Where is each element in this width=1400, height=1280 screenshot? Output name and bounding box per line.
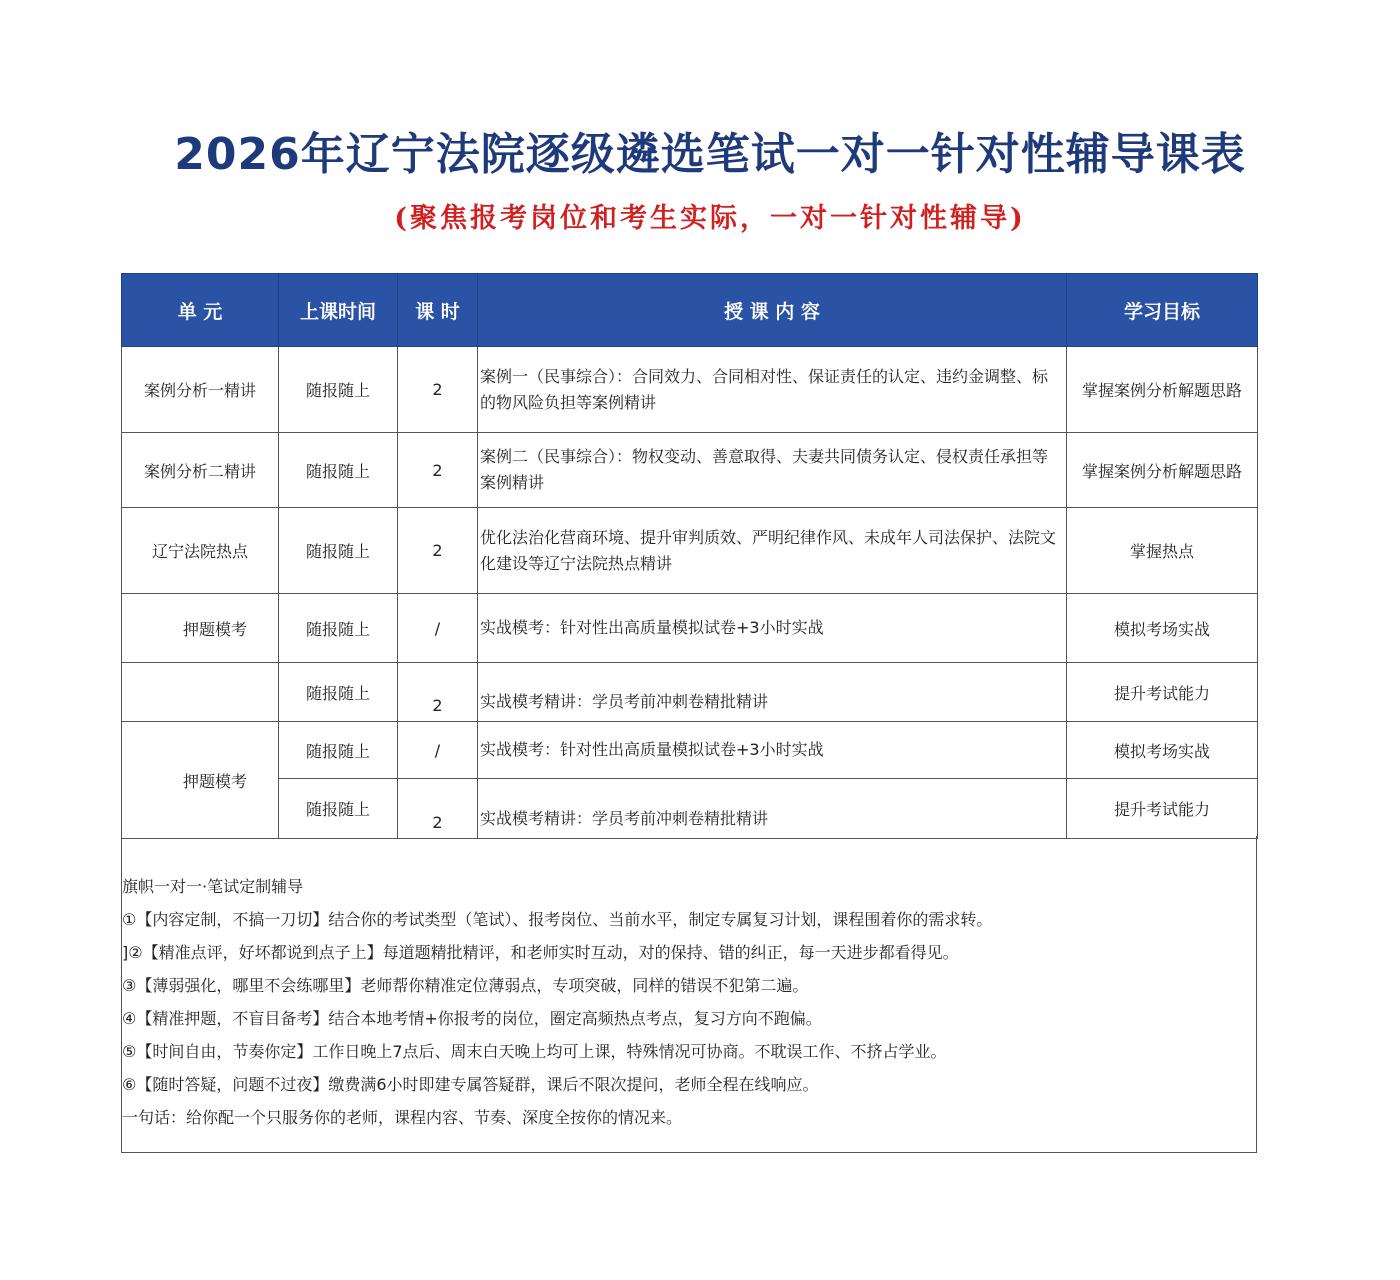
header-time: 上课时间 — [279, 274, 398, 347]
unit-cell: 押题模考 — [122, 722, 279, 839]
hours-cell: 2 — [398, 508, 478, 594]
time-cell: 随报随上 — [279, 347, 398, 433]
goal-cell: 掌握热点 — [1067, 508, 1258, 594]
table-header-row — [122, 274, 1258, 347]
table-row — [122, 347, 1258, 433]
table-row — [122, 508, 1258, 594]
content-cell: 实战模考精讲：学员考前冲刺卷精批精讲 — [478, 663, 1067, 722]
notes-item: ③【薄弱强化，哪里不会练哪里】老师帮你精准定位薄弱点，专项突破，同样的错误不犯第二遍。 — [122, 976, 809, 995]
content-cell: 实战模考精讲：学员考前冲刺卷精批精讲 — [478, 779, 1067, 839]
goal-cell: 模拟考场实战 — [1067, 594, 1258, 663]
hours-cell: 2 — [398, 779, 478, 839]
goal-cell: 模拟考场实战 — [1067, 722, 1258, 779]
content-cell: 案例二（民事综合）：物权变动、善意取得、夫妻共同债务认定、侵权责任承担等案例精讲 — [478, 433, 1067, 508]
header-hours: 课 时 — [398, 274, 478, 347]
notes-heading: 旗帜一对一·笔试定制辅导 — [122, 877, 304, 896]
notes-item: ]②【精准点评，好坏都说到点子上】每道题精批精评，和老师实时互动，对的保持、错的纠正，每一天进步都看得见。 — [122, 943, 959, 962]
notes-item: ④【精准押题，不盲目备考】结合本地考情+你报考的岗位，圈定高频热点考点，复习方向不跑偏。 — [122, 1009, 822, 1028]
time-cell: 随报随上 — [279, 594, 398, 663]
unit-cell: 押题模考 — [122, 594, 279, 663]
hours-cell: 2 — [398, 347, 478, 433]
time-cell: 随报随上 — [279, 433, 398, 508]
time-cell: 随报随上 — [279, 779, 398, 839]
notes-item: ⑤【时间自由，节奏你定】工作日晚上7点后、周末白天晚上均可上课，特殊情况可协商。不耽误工作、不挤占学业。 — [122, 1042, 947, 1061]
notes-item: ①【内容定制，不搞一刀切】结合你的考试类型（笔试）、报考岗位、当前水平，制定专属复习计划，课程围着你的需求转。 — [122, 910, 993, 929]
table-row — [122, 433, 1258, 508]
unit-cell: 案例分析一精讲 — [122, 347, 279, 433]
schedule-table — [121, 273, 1258, 839]
unit-cell: 案例分析二精讲 — [122, 433, 279, 508]
table-row — [122, 779, 1258, 839]
notes-summary: 一句话：给你配一个只服务你的老师，课程内容、节奏、深度全按你的情况来。 — [122, 1108, 683, 1127]
table-row — [122, 722, 1258, 779]
page-title: 2026年辽宁法院逐级遴选笔试一对一针对性辅导课表 — [174, 129, 1246, 180]
goal-cell: 提升考试能力 — [1067, 663, 1258, 722]
header-unit: 单 元 — [122, 274, 279, 347]
page-subtitle: (聚焦报考岗位和考生实际，一对一针对性辅导) — [394, 203, 1026, 234]
header-content: 授 课 内 容 — [478, 274, 1067, 347]
table-row — [122, 594, 1258, 663]
goal-cell: 掌握案例分析解题思路 — [1067, 433, 1258, 508]
unit-cell — [122, 663, 279, 722]
goal-cell: 掌握案例分析解题思路 — [1067, 347, 1258, 433]
content-cell: 案例一（民事综合）：合同效力、合同相对性、保证责任的认定、违约金调整、标的物风险负担等案例精讲 — [478, 347, 1067, 433]
time-cell: 随报随上 — [279, 663, 398, 722]
hours-cell: / — [398, 594, 478, 663]
hours-cell: / — [398, 722, 478, 779]
time-cell: 随报随上 — [279, 508, 398, 594]
notes-panel — [121, 836, 1257, 1153]
notes-item: ⑥【随时答疑，问题不过夜】缴费满6小时即建专属答疑群，课后不限次提问，老师全程在线响应。 — [122, 1075, 819, 1094]
header-goal: 学习目标 — [1067, 274, 1258, 347]
content-cell: 实战模考：针对性出高质量模拟试卷+3小时实战 — [478, 594, 1067, 663]
time-cell: 随报随上 — [279, 722, 398, 779]
content-cell: 优化法治化营商环境、提升审判质效、严明纪律作风、未成年人司法保护、法院文化建设等辽宁法院热点精讲 — [478, 508, 1067, 594]
goal-cell: 提升考试能力 — [1067, 779, 1258, 839]
hours-cell: 2 — [398, 433, 478, 508]
unit-cell: 辽宁法院热点 — [122, 508, 279, 594]
table-row — [122, 663, 1258, 722]
hours-cell: 2 — [398, 663, 478, 722]
content-cell: 实战模考：针对性出高质量模拟试卷+3小时实战 — [478, 722, 1067, 779]
